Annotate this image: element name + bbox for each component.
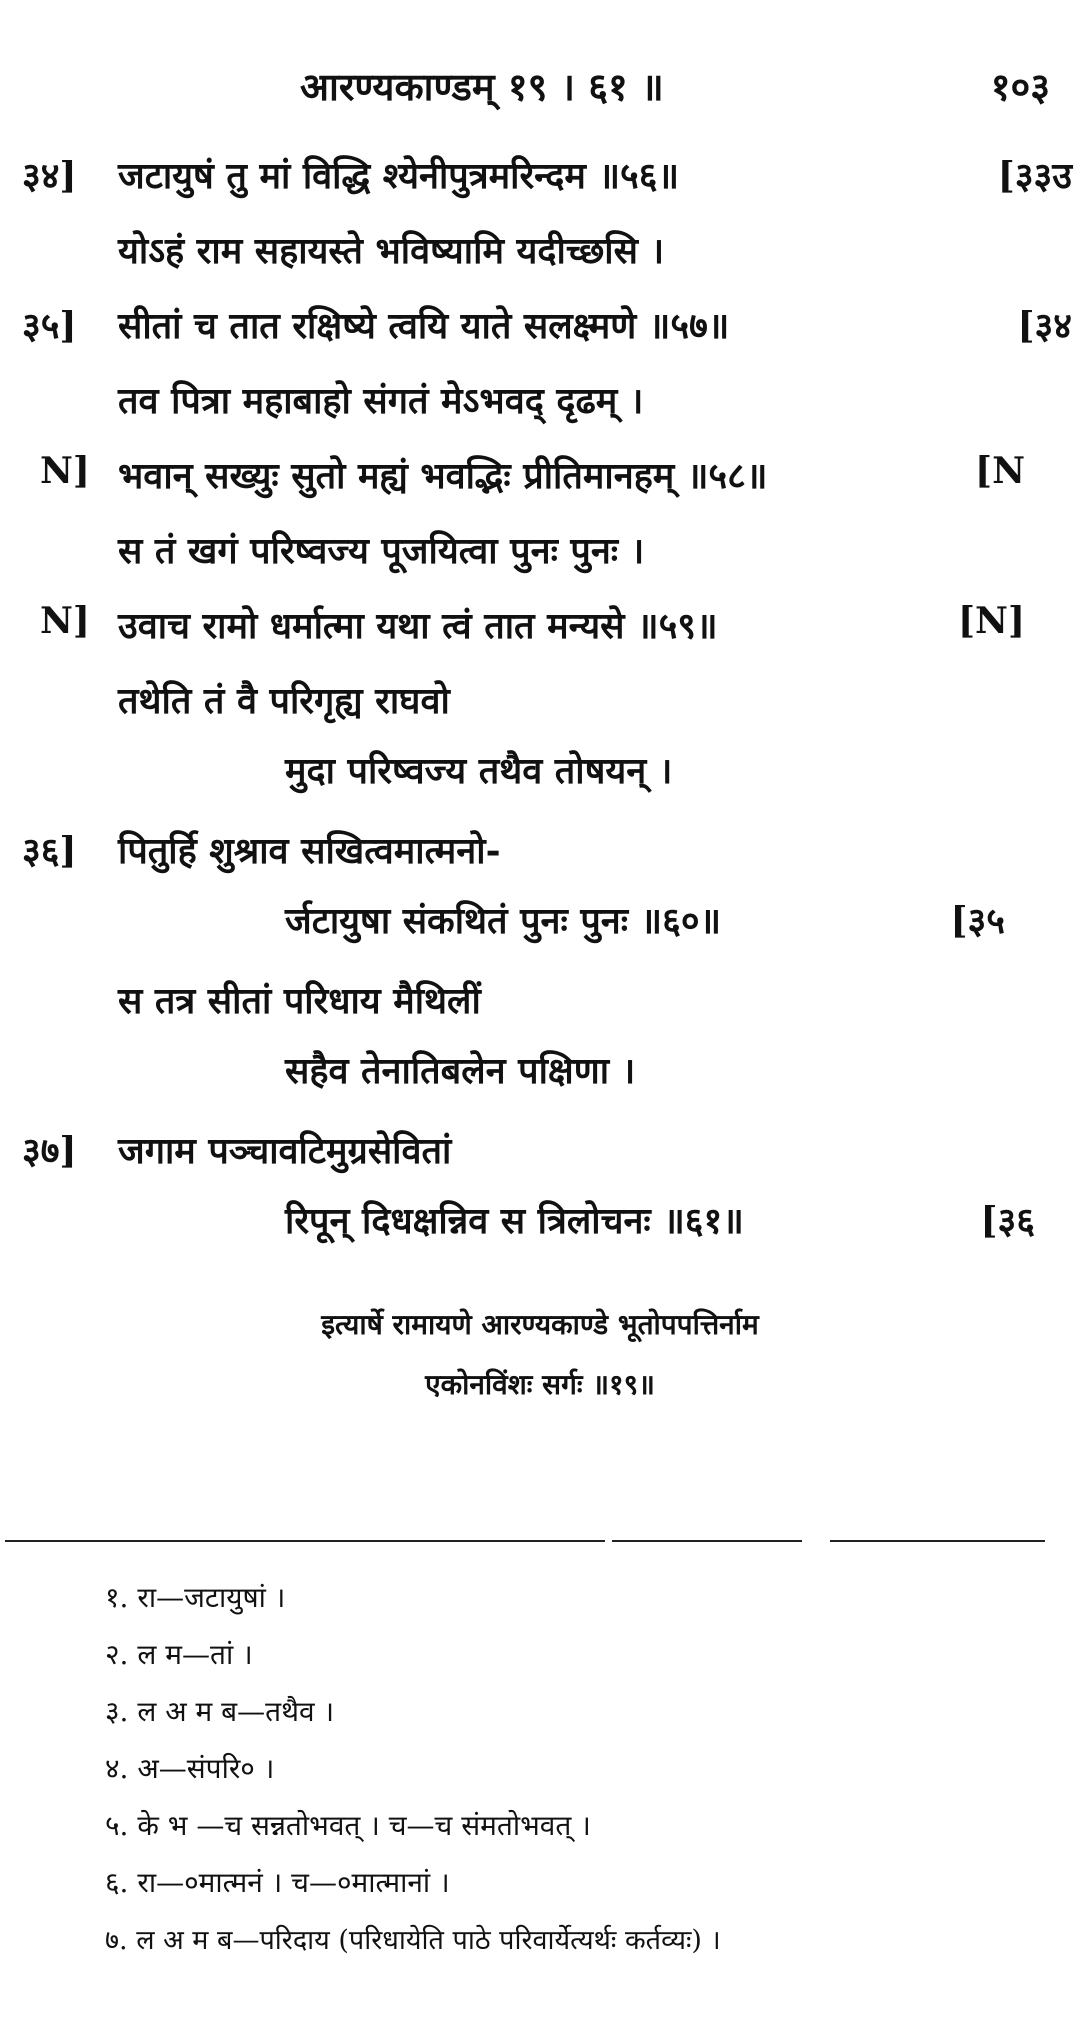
verse-line <box>0 300 1080 360</box>
verse-number: ३७] <box>22 1130 77 1172</box>
footnote-separator <box>830 1540 1045 1542</box>
verse-line <box>0 525 1080 585</box>
verse-line <box>0 1045 1080 1105</box>
page-header <box>0 60 1080 120</box>
verse-text: र्जटायुषा संकथितं पुनः पुनः ॥६०॥ <box>285 900 722 942</box>
footnote: ६. रा—०मात्मनं । च—०मात्मानां । <box>105 1866 450 1899</box>
verse-text: सीतां च तात रक्षिष्ये त्वयि याते सलक्ष्मणे ॥५७॥ <box>118 305 730 347</box>
verse-text: योऽहं राम सहायस्ते भविष्यामि यदीच्छसि । <box>118 230 665 272</box>
verse-number: ३५] <box>22 305 77 347</box>
verse-line <box>0 150 1080 210</box>
verse-text: उवाच रामो धर्मात्मा यथा त्वं तात मन्यसे ॥५९॥ <box>118 605 718 647</box>
colophon-line: इत्यार्षे रामायणे आरण्यकाण्डे भूतोपपत्तिर्नाम <box>321 1308 759 1341</box>
verse-line <box>0 375 1080 435</box>
verse-number: N] <box>40 450 90 492</box>
footnote: ७. ल अ म ब—परिदाय (परिधायेति पाठे परिवार्येत्यर्थः कर्तव्यः) । <box>105 1925 721 1956</box>
verse-line <box>0 1195 1080 1255</box>
verse-text: रिपून् दिधक्षन्निव स त्रिलोचनः ॥६१॥ <box>285 1200 744 1242</box>
verse-text: सहैव तेनातिबलेन पक्षिणा । <box>285 1050 636 1092</box>
verse-line <box>0 745 1080 805</box>
verse-text: तव पित्रा महाबाहो संगतं मेऽभवद् दृढम् । <box>118 380 644 422</box>
verse-line <box>0 895 1080 955</box>
verse-text: मुदा परिष्वज्य तथैव तोषयन् । <box>285 750 673 792</box>
verse-text: स तत्र सीतां परिधाय मैथिलीं <box>118 980 481 1022</box>
footnote-separator <box>612 1540 802 1542</box>
footnote: ५. के भ —च सन्नतोभवत् । च—च संमतोभवत् । <box>105 1809 591 1842</box>
verse-text: जटायुषं तु मां विद्धि श्येनीपुत्रमरिन्दम ॥५६॥ <box>118 155 680 197</box>
verse-number: ३६] <box>22 830 77 872</box>
verse-line <box>0 675 1080 735</box>
verse-line <box>0 225 1080 285</box>
verse-reference: [N <box>975 450 1025 492</box>
verse-line <box>0 1125 1080 1185</box>
verse-line <box>0 975 1080 1035</box>
footnote: ४. अ—संपरि० । <box>105 1752 275 1785</box>
verse-reference: [३६ <box>980 1200 1035 1242</box>
verse-line <box>0 825 1080 885</box>
verse-number: N] <box>40 600 90 642</box>
page-number: १०३ <box>990 64 1050 109</box>
footnote: ३. ल अ म ब—तथैव । <box>105 1695 335 1728</box>
verse-text: पितुर्हि शुश्राव सखित्वमात्मनो- <box>118 830 501 872</box>
verse-line <box>0 450 1080 510</box>
verse-line <box>0 600 1080 660</box>
verse-text: तथेति तं वै परिगृह्य राघवो <box>118 680 450 722</box>
footnote-separator <box>5 1540 605 1542</box>
running-title: आरण्यकाण्डम् १९ । ६१ ॥ <box>300 64 664 109</box>
footnote: २. ल म—तां । <box>105 1638 253 1671</box>
verse-reference: [३४ <box>1017 305 1072 347</box>
footnote: १. रा—जटायुषां । <box>105 1581 286 1614</box>
colophon-line: एकोनविंशः सर्गः ॥१९॥ <box>425 1368 655 1401</box>
verse-reference: [३५ <box>950 900 1005 942</box>
verse-number: ३४] <box>22 155 77 197</box>
verse-text: स तं खगं परिष्वज्य पूजयित्वा पुनः पुनः । <box>118 530 645 572</box>
verse-text: जगाम पञ्चावटिमुग्रसेवितां <box>118 1130 452 1172</box>
verse-text: भवान् सख्युः सुतो मह्यं भवद्भिः प्रीतिमानहम् ॥५८॥ <box>118 455 768 497</box>
verse-reference: [३३उ <box>997 155 1072 197</box>
verse-reference: [N] <box>958 600 1025 642</box>
